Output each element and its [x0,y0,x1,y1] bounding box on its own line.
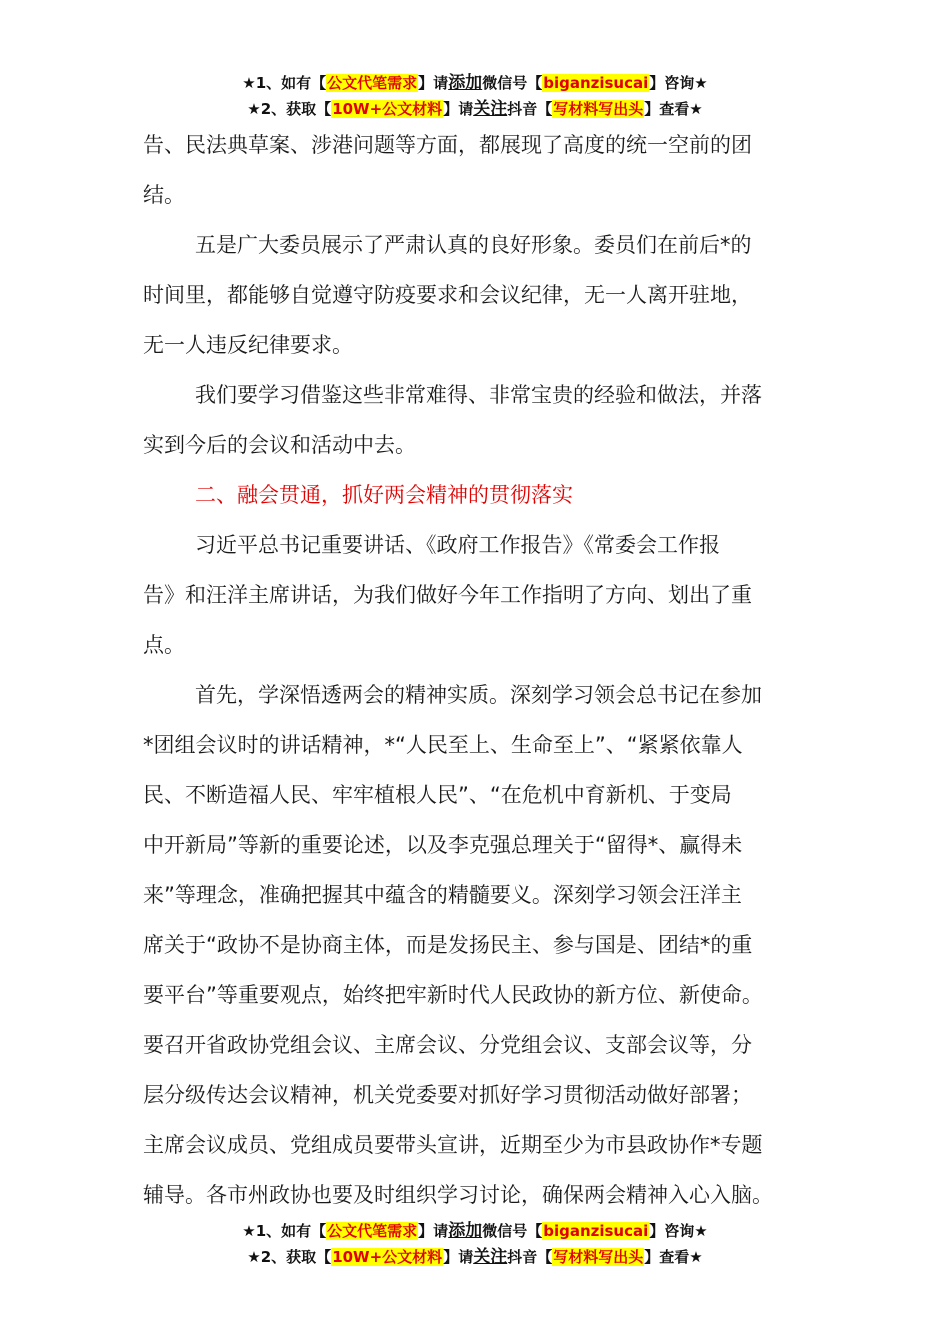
text-line: 实到今后的会议和活动中去。 [143,433,416,457]
promo-text: 微信号【 [482,1222,543,1240]
promo-banner-bottom [0,1218,950,1270]
text-line: 要平台”等重要观点，始终把牢新时代人民政协的新方位、新使命。 [143,983,763,1007]
text-line: 来”等理念，准确把握其中蕴含的精髓要义。深刻学习领会汪洋主 [143,883,742,907]
promo-text: 抖音【 [507,1248,553,1266]
promo-line-2 [0,96,950,122]
promo-emphasis: 关注 [473,1247,508,1267]
promo-account: 写材料写出头 [553,100,644,118]
section-heading: 二、融会贯通，抓好两会精神的贯彻落实 [195,483,573,507]
promo-banner-top [0,70,950,122]
promo-account: 写材料写出头 [553,1248,644,1266]
promo-text: 抖音【 [507,100,553,118]
text-line: 时间里，都能够自觉遵守防疫要求和会议纪律，无一人离开驻地， [143,283,752,307]
promo-text: 】请 [418,74,449,92]
promo-highlight: 公文代笔需求 [327,1222,418,1240]
text-line: 点。 [143,633,185,657]
text-line: 要召开省政协党组会议、主席会议、分党组会议、支部会议等，分 [143,1033,752,1057]
text-line: 中开新局”等新的重要论述，以及李克强总理关于“留得*、赢得未 [143,833,743,857]
promo-line-1 [0,70,950,96]
promo-emphasis: 关注 [473,99,508,119]
promo-text: 】查看★ [644,1248,703,1266]
promo-text: 】请 [418,1222,449,1240]
promo-text: ★1、如有【 [242,1222,327,1240]
promo-line-1 [0,1218,950,1244]
text-line: 层分级传达会议精神，机关党委要对抓好学习贯彻活动做好部署； [143,1083,752,1107]
text-line: 五是广大委员展示了严肃认真的良好形象。委员们在前后*的 [195,233,752,257]
promo-text: ★1、如有【 [242,74,327,92]
text-line: 辅导。各市州政协也要及时组织学习讨论，确保两会精神入心入脑。 [143,1183,773,1207]
text-line: 告》和汪洋主席讲话，为我们做好今年工作指明了方向、划出了重 [143,583,752,607]
text-line: *团组会议时的讲话精神，*“人民至上、生命至上”、“紧紧依靠人 [143,733,743,757]
promo-highlight: 公文代笔需求 [327,74,418,92]
text-line: 主席会议成员、党组成员要带头宣讲，近期至少为市县政协作*专题 [143,1133,763,1157]
text-line: 告、民法典草案、涉港问题等方面，都展现了高度的统一空前的团 [143,133,752,157]
text-line: 我们要学习借鉴这些非常难得、非常宝贵的经验和做法，并落 [195,383,762,407]
promo-emphasis: 添加 [448,1221,483,1241]
text-line: 习近平总书记重要讲话、《政府工作报告》《常委会工作报 [195,533,720,557]
text-line: 结。 [143,183,185,207]
promo-text: 】咨询★ [649,1222,708,1240]
promo-text: 】查看★ [644,100,703,118]
promo-text: 】请 [443,1248,474,1266]
document-body [143,120,808,1220]
promo-text: ★2、获取【 [247,100,332,118]
text-line: 首先，学深悟透两会的精神实质。深刻学习领会总书记在参加 [195,683,762,707]
text-line: 无一人违反纪律要求。 [143,333,353,357]
promo-text: 】咨询★ [649,74,708,92]
promo-line-2 [0,1244,950,1270]
promo-highlight: 10W+公文材料 [332,1248,443,1266]
promo-wechat-id: biganzisucai [543,1222,649,1240]
promo-text: 微信号【 [482,74,543,92]
promo-text: ★2、获取【 [247,1248,332,1266]
promo-emphasis: 添加 [448,73,483,93]
text-line: 民、不断造福人民、牢牢植根人民”、“在危机中育新机、于变局 [143,783,732,807]
promo-highlight: 10W+公文材料 [332,100,443,118]
text-line: 席关于“政协不是协商主体，而是发扬民主、参与国是、团结*的重 [143,933,753,957]
promo-wechat-id: biganzisucai [543,74,649,92]
promo-text: 】请 [443,100,474,118]
